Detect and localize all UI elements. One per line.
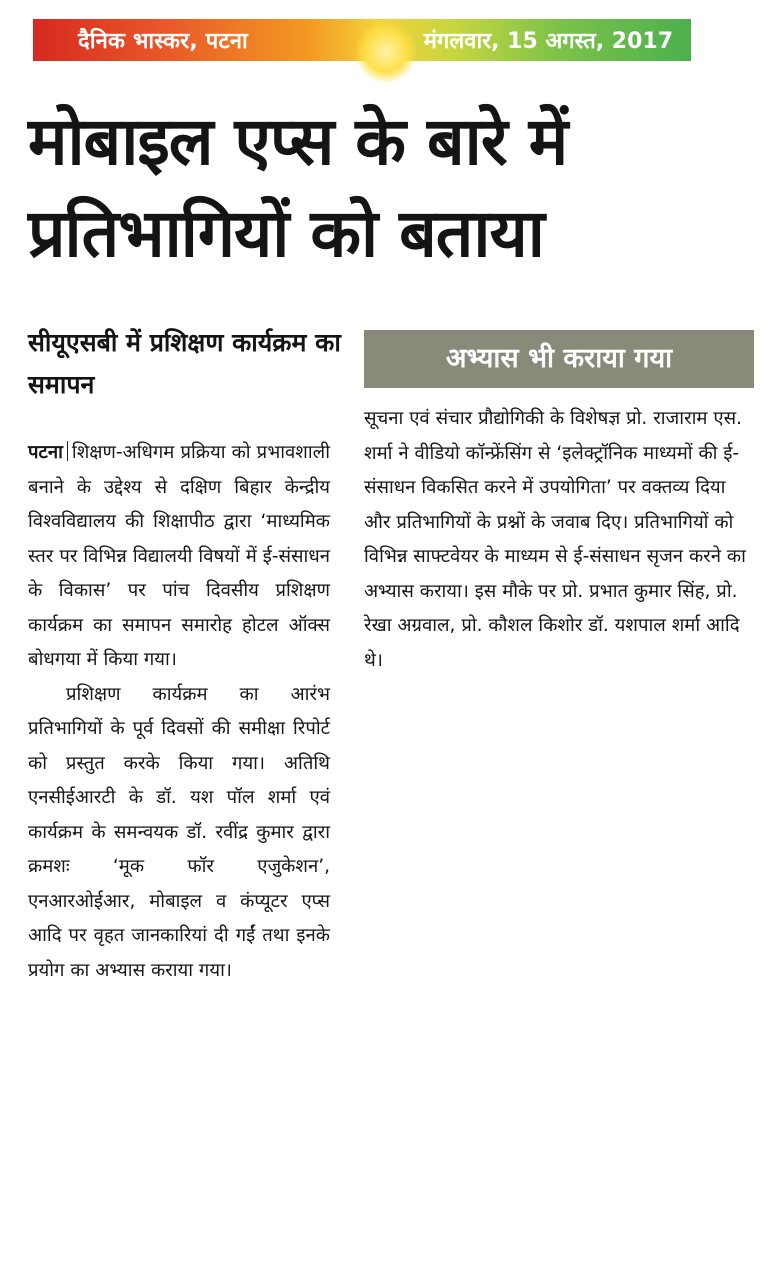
body-paragraph-1	[28, 436, 330, 678]
masthead-banner	[33, 19, 691, 61]
publication-date: मंगलवार, 15 अगस्त, 2017	[423, 29, 673, 54]
article-body-right-column	[364, 402, 752, 678]
sun-emblem-icon	[355, 21, 417, 83]
article-headline: मोबाइल एप्स के बारे में प्रतिभागियों को बताया	[28, 103, 568, 272]
newspaper-name: दैनिक भास्कर, पटना	[78, 29, 248, 54]
article-body-left-column	[28, 436, 330, 988]
box-paragraph: सूचना एवं संचार प्रौद्योगिकी के विशेषज्ञ प्रो. राजाराम एस. शर्मा ने वीडियो कॉन्फ्रेंसिंग से ‘इलेक्ट्रॉनिक माध्यमों की ई-संसाधन विकसित करने में उपयोगिता’ पर वक्तव्य दिया और प्रतिभागियों के प्रश्नों के जवाब दिए। प्रतिभागियों को विभिन्न साफ्टवेयर के माध्यम से ई-संसाधन सृजन करने का अभ्यास कराया। इस मौके पर प्रो. प्रभात कुमार सिंह, प्रो. रेखा अग्रवाल, प्रो. कौशल किशोर डॉ. यशपाल शर्मा आदि थे।	[364, 408, 746, 671]
article-subheadline: सीयूएसबी में प्रशिक्षण कार्यक्रम का समापन	[28, 328, 341, 399]
dateline-divider	[67, 441, 68, 461]
paragraph-1-text: शिक्षण-अधिगम प्रक्रिया को प्रभावशाली बनाने के उद्देश्य से दक्षिण बिहार केन्द्रीय विश्वविद्यालय की शिक्षापीठ द्वारा ‘माध्यमिक स्तर पर विभिन्न विद्यालयी विषयों में ई-संसाधन के विकास’ पर पांच दिवसीय प्रशिक्षण कार्यक्रम का समापन समारोह होटल ऑक्स बोधगया में किया गया।	[28, 442, 330, 670]
dateline: पटना	[28, 442, 63, 463]
box-heading: अभ्यास भी कराया गया	[364, 330, 754, 388]
body-paragraph-2: प्रशिक्षण कार्यक्रम का आरंभ प्रतिभागियों के पूर्व दिवसों की समीक्षा रिपोर्ट को प्रस्तुत करके किया गया। अतिथि एनसीईआरटी के डॉ. यश पॉल शर्मा एवं कार्यक्रम के समन्वयक डॉ. रवींद्र कुमार द्वारा क्रमशः ‘मूक फॉर एजुकेशन’, एनआरओईआर, मोबाइल व कंप्यूटर एप्स आदि पर वृहत जानकारियां दी गईं तथा इनके प्रयोग का अभ्यास कराया गया।	[28, 683, 330, 981]
